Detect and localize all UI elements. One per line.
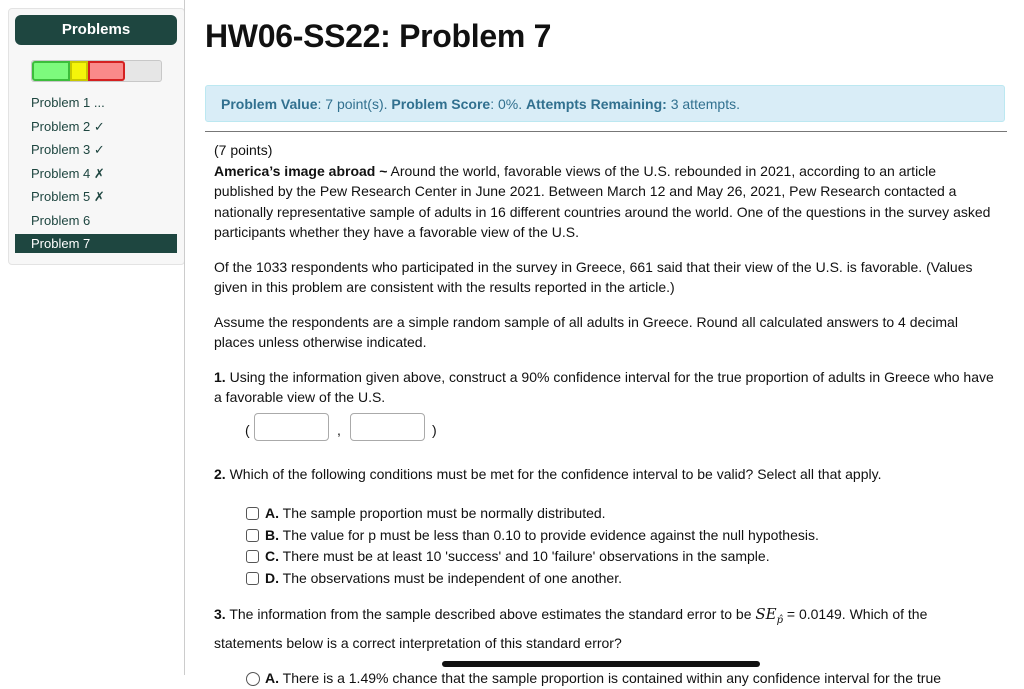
sidebar-item-problem-2[interactable]: Problem 2 ✓ xyxy=(31,118,105,134)
data-paragraph: Of the 1033 respondents who participated in the survey in Greece, 661 said that their view of the U.S. is favorable. (Values given in this problem are consistent with the results reported in the article.) xyxy=(214,258,973,295)
intro-heading: America’s image abroad ~ xyxy=(214,162,388,179)
progress-partial xyxy=(70,61,88,81)
question-2 xyxy=(214,464,994,485)
value-text: : 7 point(s). xyxy=(317,96,388,112)
checkbox-c[interactable] xyxy=(246,550,259,563)
checkbox-d[interactable] xyxy=(246,572,259,585)
sidebar-item-problem-5[interactable]: Problem 5 ✗ xyxy=(31,189,105,204)
q3-option-a-text: There is a 1.49% chance that the sample proportion is contained within any confidence interval for the true xyxy=(279,669,942,686)
option-b-text: The value for p must be less than 0.10 to provide evidence against the null hypothesis. xyxy=(279,526,819,543)
problem-list xyxy=(15,91,177,253)
sidebar-divider xyxy=(184,0,185,675)
attempts-text: 3 attempts. xyxy=(670,96,740,112)
sidebar-item-problem-7[interactable]: Problem 7 xyxy=(15,234,177,253)
q3-option-a[interactable] xyxy=(214,668,994,689)
intro-text: Around the world, favorable views of the U.S. rebounded in 2021, according to an article published by the Pew Research Center in June 2021. Between March 12 and May 26, 2021, Pew Research contacted a nationally representative sample of adults in 16 different countries around the world. One of the questions in the survey asked participants whether they have a favorable view of the U.S. xyxy=(214,162,991,240)
page-title: HW06-SS22: Problem 7 xyxy=(205,18,552,54)
sidebar-item-problem-4[interactable]: Problem 4 ✗ xyxy=(31,165,105,181)
progress-incorrect xyxy=(88,61,125,81)
value-label: Problem Value xyxy=(221,96,318,112)
score-text: : 0%. xyxy=(490,96,523,112)
attempts-label: Attempts Remaining: xyxy=(526,96,667,112)
option-b[interactable] xyxy=(214,525,994,547)
problems-header: Problems xyxy=(15,15,177,45)
problem-info-banner xyxy=(205,85,1005,122)
option-d-letter: D. xyxy=(265,569,279,586)
checkbox-a[interactable] xyxy=(246,507,259,520)
question-1-text: Using the information given above, construct a 90% confidence interval for the true proportion of adults in Greece who have a favorable view of the U.S. xyxy=(214,368,994,405)
radio-a[interactable] xyxy=(246,672,260,686)
option-a[interactable] xyxy=(214,503,994,525)
question-1 xyxy=(214,367,994,408)
open-paren: ( xyxy=(245,421,250,438)
confidence-interval-row xyxy=(214,408,994,464)
ci-upper-input[interactable] xyxy=(350,413,425,441)
horizontal-scrollbar[interactable] xyxy=(442,661,760,667)
option-c-letter: C. xyxy=(265,548,279,564)
checkbox-b[interactable] xyxy=(246,529,259,542)
option-a-letter: A. xyxy=(265,505,279,521)
sidebar-item-problem-1[interactable]: Problem 1 ... xyxy=(31,95,105,110)
progress-correct xyxy=(32,61,70,81)
q3-option-a-letter: A. xyxy=(265,669,279,686)
close-paren: ) xyxy=(432,421,437,438)
question-3-text-before: The information from the sample described above estimates the standard error to be xyxy=(225,606,756,622)
sidebar-item-problem-6[interactable]: Problem 6 xyxy=(31,212,91,228)
question-2-number: 2. xyxy=(214,465,226,482)
question-2-text: Which of the following conditions must be met for the confidence interval to be valid? Select all that apply. xyxy=(225,465,882,482)
question-1-number: 1. xyxy=(214,368,226,385)
assumption-paragraph: Assume the respondents are a simple random sample of all adults in Greece. Round all calculated answers to 4 decimal places unless otherwise indicated. xyxy=(214,313,958,350)
ci-lower-input[interactable] xyxy=(254,413,329,441)
option-a-text: The sample proportion must be normally distributed. xyxy=(279,505,606,521)
standard-error-subscript: p̂ xyxy=(776,614,784,626)
points-text: (7 points) xyxy=(214,142,273,158)
option-d-text: The observations must be independent of one another. xyxy=(279,569,622,586)
intro-paragraph xyxy=(214,161,994,243)
option-d[interactable] xyxy=(214,568,994,590)
question-3 xyxy=(214,603,994,654)
standard-error-symbol: SE xyxy=(755,605,777,623)
problem-body xyxy=(214,140,994,689)
option-b-letter: B. xyxy=(265,526,279,543)
comma-separator: , xyxy=(337,421,341,438)
progress-bar xyxy=(31,60,162,82)
divider xyxy=(205,131,1007,132)
option-c-text: There must be at least 10 'success' and 10 'failure' observations in the sample. xyxy=(279,548,770,564)
score-label: Problem Score xyxy=(391,96,491,112)
question-3-text-after: = 0.0149. Which of the statements below is a correct interpretation of this standard error? xyxy=(214,606,928,651)
option-c[interactable] xyxy=(214,546,994,568)
problems-sidebar xyxy=(8,8,185,265)
question-3-number: 3. xyxy=(214,606,226,622)
sidebar-item-problem-3[interactable]: Problem 3 ✓ xyxy=(31,142,105,157)
